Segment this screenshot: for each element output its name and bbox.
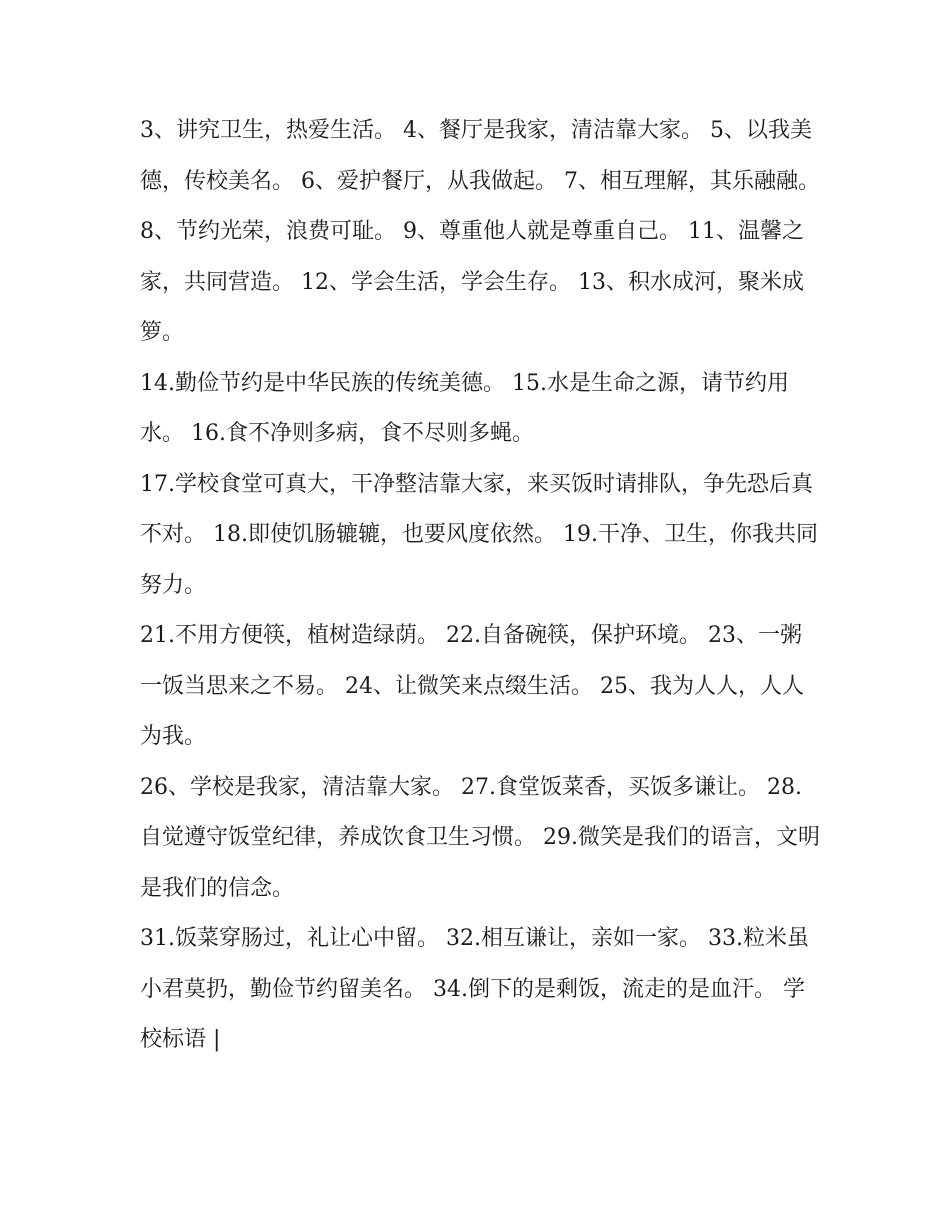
slogan-paragraph-5: 21.不用方便筷，植树造绿荫。 22.自备碗筷，保护环境。 23、一粥一饭当思来之不易。 24、让微笑来点缀生活。 25、我为人人，人人为我。	[140, 623, 804, 749]
slogan-paragraph-3: 14.勤俭节约是中华民族的传统美德。 15.水是生命之源，请节约用水。 16.食不净则多病，食不尽则多蝇。	[140, 370, 789, 446]
slogan-paragraph-7: 31.饭菜穿肠过，礼让心中留。 32.相互谦让，亲如一家。 33.粒米虽小君莫扔，勤俭节约留美名。 34.倒下的是剩饭，流走的是血汗。 学校标语 |	[140, 926, 809, 1052]
document-body	[140, 106, 820, 1066]
slogan-paragraph-2: 8、节约光荣，浪费可耻。 9、尊重他人就是尊重自己。 11、温馨之家，共同营造。 12、学会生活，学会生存。 13、积水成河，聚米成箩。	[140, 219, 804, 345]
slogan-paragraph-6: 26、学校是我家，清洁靠大家。 27.食堂饭菜香，买饭多谦让。 28.自觉遵守饭堂纪律，养成饮食卫生习惯。 29.微笑是我们的语言，文明是我们的信念。	[140, 774, 820, 901]
slogan-paragraph-1: 3、讲究卫生，热爱生活。 4、餐厅是我家，清洁靠大家。 5、以我美德，传校美名。 6、爱护餐厅，从我做起。 7、相互理解，其乐融融。	[140, 118, 820, 194]
slogan-paragraph-4: 17.学校食堂可真大，干净整洁靠大家，来买饭时请排队，争先恐后真不对。 18.即使饥肠辘辘，也要风度依然。 19.干净、卫生，你我共同努力。	[140, 471, 818, 598]
